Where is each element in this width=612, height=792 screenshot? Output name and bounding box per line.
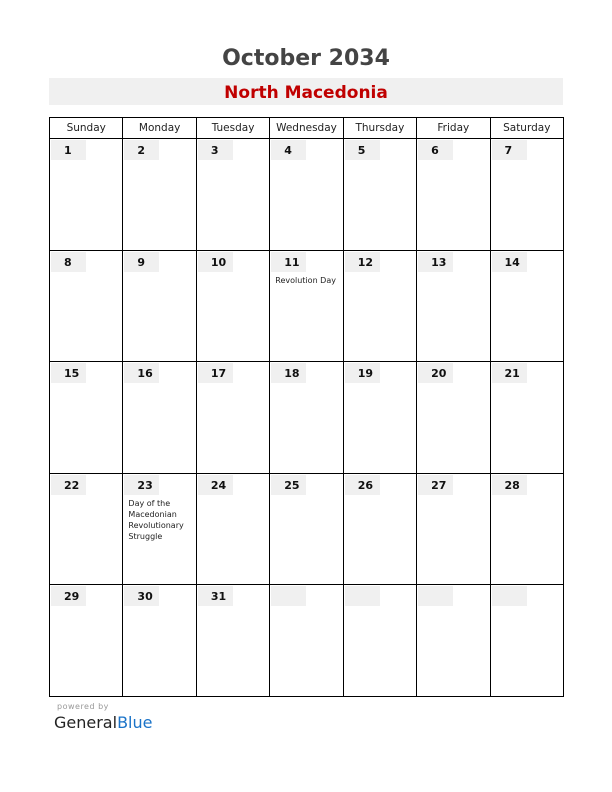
day-number: 4 [271,140,306,160]
weekday-saturday: Saturday [490,118,563,139]
day-number: 2 [124,140,159,160]
day-number [345,586,380,606]
calendar-day-cell[interactable] [123,250,196,362]
calendar-day-cell[interactable] [123,362,196,474]
day-number: 21 [492,363,527,383]
day-number: 19 [345,363,380,383]
day-number: 14 [492,252,527,272]
day-number: 1 [51,140,86,160]
calendar-day-cell[interactable] [270,473,343,585]
calendar-day-cell[interactable] [490,473,563,585]
day-number: 23 [124,475,159,495]
calendar-day-cell[interactable] [50,585,123,697]
calendar-day-cell[interactable] [123,585,196,697]
calendar-day-cell[interactable] [196,585,269,697]
calendar-day-cell[interactable] [196,362,269,474]
calendar-day-cell[interactable] [343,250,416,362]
calendar-day-cell[interactable] [123,139,196,251]
calendar-day-cell[interactable] [417,139,490,251]
calendar-day-cell[interactable] [50,139,123,251]
calendar-day-cell[interactable] [417,250,490,362]
day-number: 7 [492,140,527,160]
calendar-day-cell[interactable] [270,250,343,362]
day-number [492,586,527,606]
day-number: 28 [492,475,527,495]
calendar-day-cell[interactable] [343,585,416,697]
day-number: 15 [51,363,86,383]
calendar-week-row [50,250,564,362]
day-number: 26 [345,475,380,495]
day-number [418,586,453,606]
day-number: 8 [51,252,86,272]
calendar-day-cell[interactable] [50,250,123,362]
country-name: North Macedonia [224,83,388,103]
calendar-day-cell[interactable] [490,585,563,697]
calendar-week-row [50,585,564,697]
day-number: 18 [271,363,306,383]
brand-logo [54,713,152,732]
day-number: 29 [51,586,86,606]
calendar-day-cell[interactable] [270,139,343,251]
calendar-title: October 2034 [222,46,390,71]
day-number: 31 [198,586,233,606]
day-number: 11 [271,252,306,272]
calendar-day-cell[interactable] [196,473,269,585]
calendar-day-cell[interactable] [417,473,490,585]
holiday-event: Day of the Macedonian Revolutionary Struggle [128,498,184,541]
day-number: 22 [51,475,86,495]
weekday-monday: Monday [123,118,196,139]
brand-name-part2: Blue [117,713,153,732]
calendar-day-cell[interactable] [50,473,123,585]
calendar-day-cell[interactable] [270,585,343,697]
day-number: 3 [198,140,233,160]
calendar-week-row [50,362,564,474]
weekday-sunday: Sunday [50,118,123,139]
day-number: 9 [124,252,159,272]
calendar-day-cell[interactable] [417,362,490,474]
country-bar [49,78,563,105]
day-number: 12 [345,252,380,272]
calendar-day-cell[interactable] [50,362,123,474]
calendar-day-cell[interactable] [196,139,269,251]
day-number: 10 [198,252,233,272]
calendar-day-cell[interactable] [343,362,416,474]
day-number: 16 [124,363,159,383]
day-number: 13 [418,252,453,272]
holiday-event: Revolution Day [275,275,336,285]
day-number: 27 [418,475,453,495]
day-number: 5 [345,140,380,160]
brand-name-part1: General [54,713,118,732]
weekday-header-row [50,118,564,139]
weekday-thursday: Thursday [343,118,416,139]
weekday-tuesday: Tuesday [196,118,269,139]
calendar-week-row [50,473,564,585]
day-number: 25 [271,475,306,495]
day-number: 24 [198,475,233,495]
day-number: 30 [124,586,159,606]
calendar-day-cell[interactable] [417,585,490,697]
weekday-wednesday: Wednesday [270,118,343,139]
day-number: 20 [418,363,453,383]
calendar-day-cell[interactable] [343,473,416,585]
calendar-day-cell[interactable] [196,250,269,362]
calendar-week-row [50,139,564,251]
weekday-friday: Friday [417,118,490,139]
calendar-grid [49,117,564,697]
calendar-day-cell[interactable] [343,139,416,251]
calendar-day-cell[interactable] [490,250,563,362]
calendar-day-cell[interactable] [490,362,563,474]
day-number [271,586,306,606]
calendar-day-cell[interactable] [270,362,343,474]
day-number: 6 [418,140,453,160]
calendar-day-cell[interactable] [490,139,563,251]
calendar-day-cell[interactable] [123,473,196,585]
powered-by-label: powered by [57,702,109,711]
day-number: 17 [198,363,233,383]
